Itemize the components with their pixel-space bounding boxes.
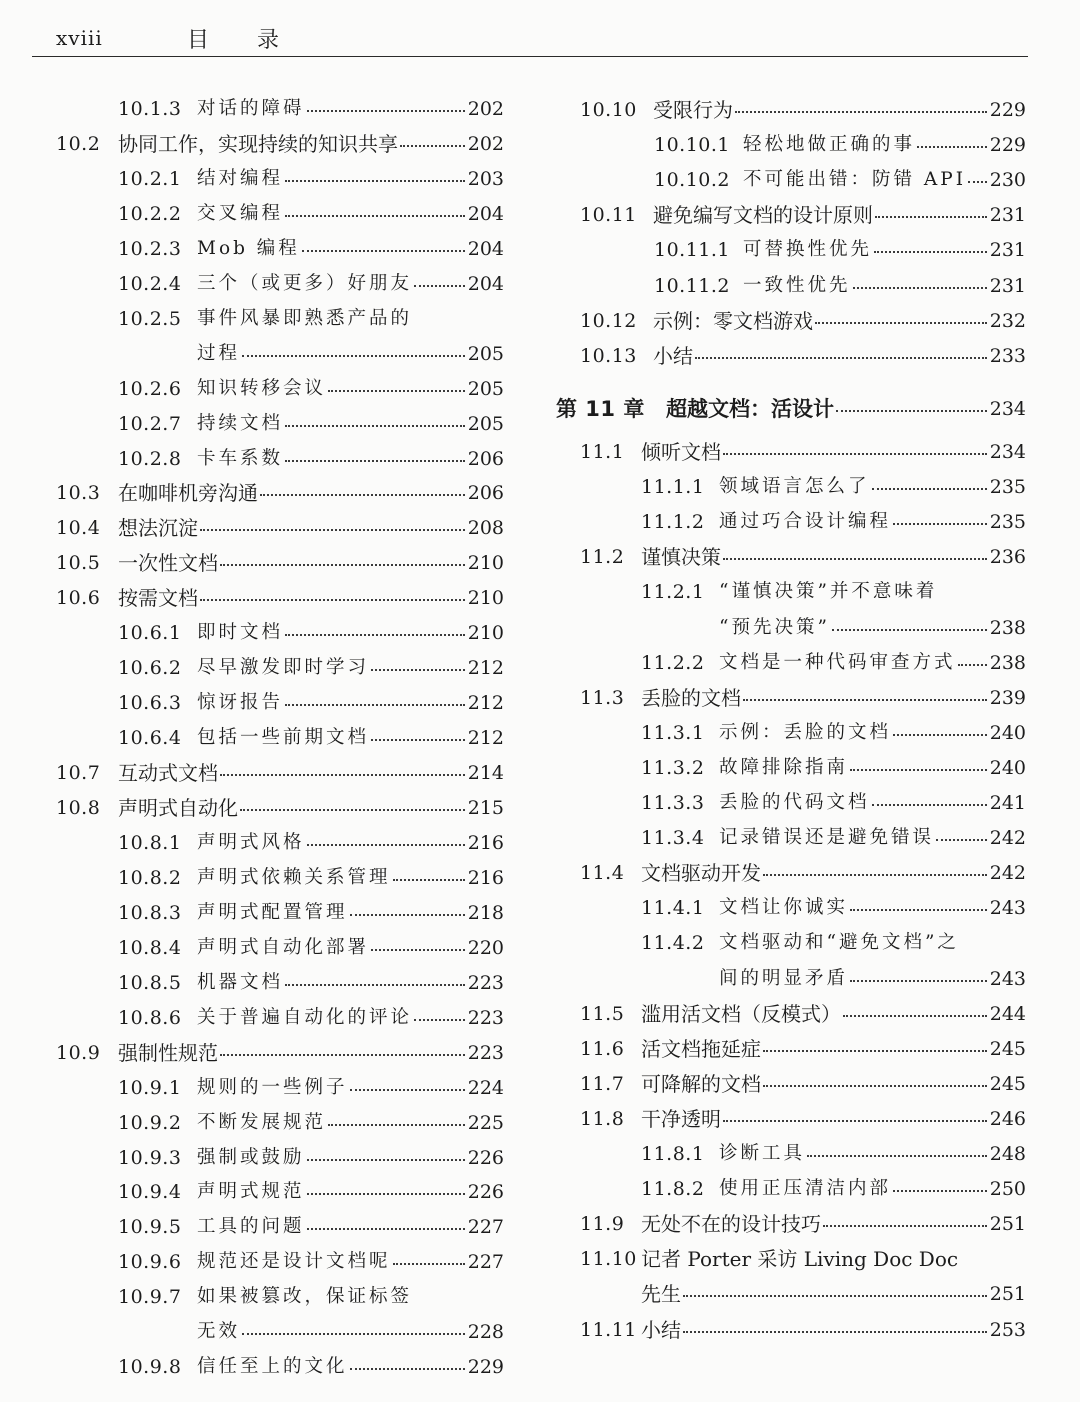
toc-entry-page: 228 [467, 1321, 504, 1344]
toc-entry [0, 891, 1026, 925]
toc-entry-page: 236 [989, 546, 1026, 569]
toc-entry-page: 204 [467, 237, 504, 260]
toc-entry-title: 一次性文档 [118, 551, 218, 576]
toc-entry-page: 234 [989, 441, 1026, 463]
toc-entry-title: 丢脸的代码文档 [719, 792, 870, 813]
toc-entry-page: 223 [467, 1006, 504, 1029]
dot-leader [850, 980, 987, 982]
dot-leader [958, 664, 987, 666]
toc-entry [0, 926, 1026, 960]
toc-entry-number: 11.3.1 [641, 721, 705, 744]
dot-leader [893, 1190, 987, 1192]
toc-entry-page: 240 [989, 721, 1026, 744]
toc-entry-title: Mob 编程 [197, 237, 300, 259]
toc-entry-number: 11.3.3 [641, 792, 705, 814]
toc-entry-title: 故障排除指南 [719, 756, 849, 778]
toc-entry-title: 如果被篡改，保证标签 [197, 1286, 413, 1308]
dot-leader [917, 146, 987, 148]
toc-entry-number: 11.1 [580, 441, 625, 463]
toc-entry-title: 声明式自动化 [118, 796, 238, 820]
toc-entry-title: 干净透明 [641, 1106, 721, 1131]
toc-entry-page: 203 [467, 167, 504, 190]
toc-entry-title: 按需文档 [118, 586, 198, 611]
toc-entry-page: 225 [467, 1111, 504, 1134]
toc-entry-page: 212 [467, 657, 504, 680]
toc-entry-title: 文档让你诚实 [719, 897, 849, 919]
toc-entry-number: 11.3.2 [641, 756, 705, 779]
toc-entry-title: 三个（或更多）好朋友 [197, 272, 413, 294]
toc-entry-number: 10.10 [580, 99, 637, 121]
toc-entry-number: 10.9.6 [118, 1251, 182, 1274]
toc-entry-number: 11.2.2 [641, 651, 705, 674]
toc-entry-number: 10.2.4 [118, 272, 182, 295]
toc-entry-title: 强制性规范 [118, 1040, 218, 1065]
toc-entry-page: 250 [989, 1178, 1026, 1201]
toc-entry-number: 10.9.4 [118, 1181, 182, 1204]
toc-entry-title: 小结 [641, 1317, 681, 1342]
toc-entry [0, 1313, 1026, 1347]
toc-entry-number: 10.9 [56, 1041, 101, 1064]
toc-entry-title: 强制或鼓励 [197, 1146, 305, 1168]
toc-entry-page: 235 [989, 511, 1026, 534]
dot-leader [850, 769, 987, 771]
toc-entry-number: 11.8 [580, 1107, 625, 1130]
toc-entry-title: 记录错误还是避免错误 [719, 827, 935, 849]
toc-entry [0, 681, 1026, 715]
toc-entry-page: 243 [989, 897, 1026, 920]
toc-entry-title: 即时文档 [197, 622, 284, 644]
toc-entry-title: 记者 Porter 采访 Living Doc Doc [641, 1247, 959, 1272]
toc-entry-title: 知识转移会议 [197, 377, 327, 399]
toc-entry-number: 10.8.5 [118, 971, 182, 994]
toc-entry [0, 435, 1026, 469]
page-title: 目录 [187, 28, 328, 53]
toc-entry-number: 11.1.2 [641, 511, 705, 534]
toc-entry-number: 10.12 [580, 309, 637, 332]
toc-entry-number: 10.2.2 [118, 202, 182, 225]
toc-entry-title: 机器文档 [197, 971, 284, 993]
toc-entry [0, 751, 1026, 785]
toc-entry-title: 在咖啡机旁沟通 [118, 481, 258, 506]
toc-entry-title: 声明式配置管理 [197, 901, 348, 923]
toc-entry-page: 205 [467, 377, 504, 400]
toc-entry-page: 229 [989, 134, 1026, 157]
toc-entry [0, 339, 1026, 373]
toc-entry-title: “预先决策” [719, 616, 830, 638]
toc-entry-number: 10.10.2 [654, 169, 731, 192]
toc-entry-number: 10.6.1 [118, 622, 182, 645]
toc-entry-title: 互动式文档 [118, 761, 218, 786]
toc-entry [0, 269, 1026, 303]
toc-entry-number: 11.2 [580, 546, 625, 569]
toc-entry-page: 210 [467, 622, 504, 645]
toc-entry-title: 声明式依赖关系管理 [197, 866, 391, 888]
dot-leader [853, 287, 987, 289]
toc-entry-page: 231 [989, 204, 1026, 227]
toc-entry-number: 11.7 [580, 1072, 625, 1095]
toc-entry-page: 246 [989, 1107, 1026, 1130]
toc-entry [0, 470, 1026, 504]
toc-entry-page: 230 [989, 169, 1026, 192]
toc-entry-number: 10.8 [56, 797, 101, 819]
toc-entry-page: 204 [467, 272, 504, 295]
toc-entry-number: 10.9.3 [118, 1146, 182, 1169]
toc-entry-title: 避免编写文档的设计原则 [653, 203, 873, 228]
toc-entry-page: 212 [467, 727, 504, 750]
toc-entry-number: 10.8.2 [118, 866, 182, 889]
toc-entry-number: 11.8.1 [641, 1143, 705, 1165]
toc-entry [0, 716, 1026, 750]
toc-entry-title: 无效 [197, 1321, 241, 1343]
toc-entry [0, 856, 1026, 890]
toc-entry-title: 惊讶报告 [197, 692, 284, 714]
toc-entry-title: 过程 [197, 342, 241, 364]
toc-entry-number: 11.2.1 [641, 581, 705, 604]
toc-entry-page: 204 [467, 202, 504, 225]
toc-entry-page: 239 [989, 686, 1026, 709]
toc-entry-number: 10.2.1 [118, 167, 182, 190]
dot-leader [823, 1225, 987, 1227]
toc-entry-page: 216 [467, 866, 504, 889]
toc-entry-number: 11.11 [580, 1318, 637, 1341]
dot-leader [936, 839, 987, 841]
toc-entry-page: 253 [989, 1318, 1026, 1341]
toc-entry-page: 226 [467, 1146, 504, 1169]
dot-leader [872, 804, 987, 806]
toc-entry [0, 786, 1026, 820]
toc-entry-title: 卡车系数 [197, 447, 284, 469]
toc-entry [0, 1172, 1026, 1206]
toc-entry-title: 结对编程 [197, 167, 284, 189]
toc-entry-number: 10.11 [580, 204, 637, 227]
toc-entry [0, 93, 1026, 127]
toc-entry [0, 611, 1026, 645]
toc-entry-number: 10.9.5 [118, 1216, 182, 1239]
toc-entry-number: 11.6 [580, 1037, 625, 1060]
toc-entry-page: 216 [467, 831, 504, 854]
dot-leader [807, 1155, 987, 1157]
toc-entry [0, 962, 1026, 996]
toc-entry [0, 1207, 1026, 1241]
toc-chapter-entry [0, 392, 1026, 426]
toc-entry-title: 声明式风格 [197, 831, 305, 853]
toc-entry [0, 304, 1026, 338]
toc-entry-title: 信任至上的文化 [197, 1356, 348, 1378]
dot-leader [763, 1085, 987, 1087]
dot-leader [815, 322, 987, 324]
dot-leader [875, 216, 987, 218]
toc-entry-number: 10.7 [56, 762, 101, 785]
toc-entry-page: 206 [467, 447, 504, 470]
toc-entry-title: 丢脸的文档 [641, 685, 741, 710]
toc-entry-title: 诊断工具 [719, 1143, 806, 1164]
toc-entry-page: 224 [467, 1076, 504, 1099]
toc-entry-number: 11.1.1 [641, 476, 705, 499]
toc-entry-title: 包括一些前期文档 [197, 727, 370, 749]
toc-entry-title: 规则的一些例子 [197, 1076, 348, 1098]
dot-leader [893, 734, 987, 736]
toc-entry-title: 可替换性优先 [743, 239, 873, 261]
toc-entry [0, 163, 1026, 197]
toc-entry-title: 示例：丢脸的文档 [719, 721, 892, 743]
toc-entry-number: 10.2.3 [118, 237, 182, 260]
toc-entry-title: 声明式自动化部署 [197, 936, 370, 958]
toc-entry-page: 229 [467, 1356, 504, 1379]
page-header [32, 20, 1028, 57]
toc-entry-page: 240 [989, 756, 1026, 779]
toc-entry-number: 11.5 [580, 1002, 625, 1025]
toc-entry-title: 间的明显矛盾 [719, 967, 849, 989]
toc-entry-page: 229 [989, 99, 1026, 121]
toc-entry-title: “谨慎决策”并不意味着 [719, 581, 938, 603]
toc-entry-number: 10.2 [56, 132, 101, 155]
dot-leader [872, 488, 987, 490]
toc-entry-number: 10.2.7 [118, 412, 182, 435]
toc-entry-number: 11.9 [580, 1213, 625, 1236]
toc-entry-title: 文档是一种代码审查方式 [719, 651, 956, 673]
toc-entry-title: 小结 [653, 343, 693, 368]
toc-entry-title: 尽早激发即时学习 [197, 657, 370, 679]
dot-leader [850, 909, 987, 911]
toc-entry-title: 工具的问题 [197, 1216, 305, 1238]
toc-entry-number: 10.6 [56, 587, 101, 610]
toc-entry-page: 220 [467, 936, 504, 959]
toc-entry-page: 243 [989, 967, 1026, 990]
toc-entry-number: 10.9.2 [118, 1111, 182, 1134]
toc-entry-number: 10.2.8 [118, 447, 182, 470]
dot-leader [350, 1368, 465, 1370]
toc-entry [0, 1102, 1026, 1136]
toc-entry-title: 持续文档 [197, 412, 284, 434]
toc-entry-page: 245 [989, 1037, 1026, 1060]
dot-leader [735, 111, 987, 113]
toc-entry-number: 11.4.2 [641, 932, 705, 955]
dot-leader [743, 699, 987, 701]
dot-leader [723, 1120, 987, 1122]
toc-entry-page: 214 [467, 762, 504, 785]
toc-entry [0, 540, 1026, 574]
toc-entry-number: 11.8.2 [641, 1178, 705, 1201]
toc-entry [0, 1350, 504, 1384]
toc-entry-number: 10.1.3 [118, 98, 182, 120]
dot-leader [968, 181, 987, 183]
toc-entry-number: 11.3 [580, 686, 625, 709]
toc-entry-title: 受限行为 [653, 98, 733, 122]
toc-entry-number: 11.10 [580, 1248, 637, 1271]
toc-entry-number: 10.9.8 [118, 1356, 182, 1379]
toc-entry-page: 215 [467, 797, 504, 819]
toc-entry-number: 10.11.2 [654, 274, 731, 297]
toc-entry-page: 233 [989, 344, 1026, 367]
toc-entry-number: 11.3.4 [641, 827, 705, 850]
toc-entry-number: 10.8.6 [118, 1006, 182, 1029]
toc-entry-page: 235 [989, 476, 1026, 499]
toc-entry-title: 领域语言怎么了 [719, 476, 870, 498]
toc-entry-title: 可降解的文档 [641, 1071, 761, 1096]
toc-entry-number: 第 11 章 [556, 397, 645, 421]
toc-entry-title: 无处不在的设计技巧 [641, 1212, 821, 1237]
dot-leader [836, 410, 987, 412]
toc-entry [0, 997, 1026, 1031]
dot-leader [695, 357, 987, 359]
dot-leader [832, 629, 987, 631]
toc-entry-number: 10.2.5 [118, 307, 182, 330]
toc-entry-number: 10.6.4 [118, 727, 182, 750]
dot-leader [843, 1015, 987, 1017]
toc-entry-title: 不可能出错：防错 API [743, 169, 966, 191]
toc-entry-title: 声明式规范 [197, 1181, 305, 1203]
toc-entry-number: 11.4.1 [641, 897, 705, 920]
toc-entry-page: 242 [989, 827, 1026, 850]
toc-entry-title: 对话的障碍 [197, 98, 305, 119]
toc-entry-number: 10.6.2 [118, 657, 182, 680]
dot-leader [893, 523, 987, 525]
toc-entry-page: 248 [989, 1143, 1026, 1165]
toc-entry-title: 文档驱动和“避免文档”之 [719, 932, 959, 954]
toc-entry-page: 251 [989, 1283, 1026, 1306]
toc-entry-title: 一致性优先 [743, 274, 851, 296]
toc-entry-page: 205 [467, 412, 504, 435]
page-number: xviii [56, 26, 103, 50]
toc-entry-title: 事件风暴即熟悉产品的 [197, 307, 413, 329]
toc-entry-page: 244 [989, 1002, 1026, 1025]
toc-entry-number: 11.4 [580, 862, 625, 885]
toc-entry-page: 231 [989, 239, 1026, 262]
toc-entry-title: 不断发展规范 [197, 1111, 327, 1133]
toc-entry-page: 232 [989, 309, 1026, 332]
toc-entry [0, 233, 1026, 267]
toc-entry-page: 234 [989, 398, 1026, 420]
toc-entry-title: 谨慎决策 [641, 545, 721, 570]
toc-entry-title: 滥用活文档（反模式） [641, 1001, 841, 1026]
toc-entry-number: 10.2.6 [118, 377, 182, 400]
toc-entry-number: 10.10.1 [654, 134, 731, 157]
toc-entry-number: 10.6.3 [118, 692, 182, 715]
toc-entry-page: 206 [467, 482, 504, 505]
toc-entry-page: 226 [467, 1181, 504, 1204]
toc-entry [0, 821, 1026, 855]
toc-entry-page: 227 [467, 1216, 504, 1239]
toc-entry-page: 241 [989, 792, 1026, 814]
toc-entry-title: 倾听文档 [641, 440, 721, 464]
toc-entry-title: 活文档拖延症 [641, 1036, 761, 1061]
toc-entry-number: 10.13 [580, 344, 637, 367]
dot-leader [683, 1295, 987, 1297]
toc-entry-page: 202 [467, 132, 504, 155]
toc-entry [0, 575, 1026, 609]
toc-entry-page: 210 [467, 552, 504, 575]
toc-entry-page: 227 [467, 1251, 504, 1274]
toc-entry-title: 使用正压清洁内部 [719, 1178, 892, 1200]
toc-entry [0, 1277, 1026, 1311]
toc-entry-page: 251 [989, 1213, 1026, 1236]
toc-entry-number: 10.9.1 [118, 1076, 182, 1099]
toc-entry-title: 文档驱动开发 [641, 861, 761, 886]
toc-entry-number: 10.5 [56, 552, 101, 575]
dot-leader [763, 1050, 987, 1052]
toc-entry-page: 218 [467, 901, 504, 924]
toc-entry-page: 223 [467, 1041, 504, 1064]
dot-leader [683, 1331, 987, 1333]
toc-entry-page: 242 [989, 862, 1026, 885]
toc-entry [0, 646, 1026, 680]
toc-entry-number: 10.8.3 [118, 901, 182, 924]
toc-entry-page: 208 [467, 517, 504, 540]
toc-entry-number: 10.9.7 [118, 1286, 182, 1309]
toc-entry [0, 505, 1026, 539]
toc-entry-title: 想法沉淀 [118, 516, 198, 541]
toc-entry [0, 1067, 1026, 1101]
toc-entry-title: 规范还是设计文档呢 [197, 1251, 391, 1273]
toc-entry-title: 通过巧合设计编程 [719, 511, 892, 533]
toc-entry-number: 10.11.1 [654, 239, 731, 262]
toc-entry-title: 轻松地做正确的事 [743, 134, 916, 156]
toc-entry-title: 协同工作，实现持续的知识共享 [118, 131, 398, 156]
toc-entry-title: 示例：零文档游戏 [653, 308, 813, 333]
dot-leader [723, 453, 987, 455]
toc-entry-page: 245 [989, 1072, 1026, 1095]
toc-entry-number: 10.8.1 [118, 831, 182, 854]
toc-entry-number: 10.8.4 [118, 936, 182, 959]
toc-entry [0, 1242, 1026, 1276]
dot-leader [723, 558, 987, 560]
toc-entry-page: 238 [989, 651, 1026, 674]
toc-entry-page: 223 [467, 971, 504, 994]
toc-entry [0, 128, 1026, 162]
toc-entry-title: 交叉编程 [197, 202, 284, 224]
toc-entry [0, 198, 1026, 232]
toc-entry-title: 关于普遍自动化的评论 [197, 1006, 413, 1028]
toc-entry-number: 10.3 [56, 482, 101, 505]
toc-entry-page: 231 [989, 274, 1026, 297]
dot-leader [763, 874, 987, 876]
toc-entry-page: 238 [989, 616, 1026, 639]
toc-entry-number: 10.4 [56, 517, 101, 540]
toc-entry-page: 212 [467, 692, 504, 715]
toc-entry [0, 1032, 1026, 1066]
toc-entry-page: 210 [467, 587, 504, 610]
dot-leader [874, 251, 987, 253]
toc-entry-title: 超越文档：活设计 [666, 397, 834, 421]
toc-entry-page: 202 [467, 98, 504, 120]
toc-entry [0, 1137, 1026, 1171]
toc-entry-page: 205 [467, 342, 504, 365]
toc-entry-title: 先生 [641, 1282, 681, 1307]
